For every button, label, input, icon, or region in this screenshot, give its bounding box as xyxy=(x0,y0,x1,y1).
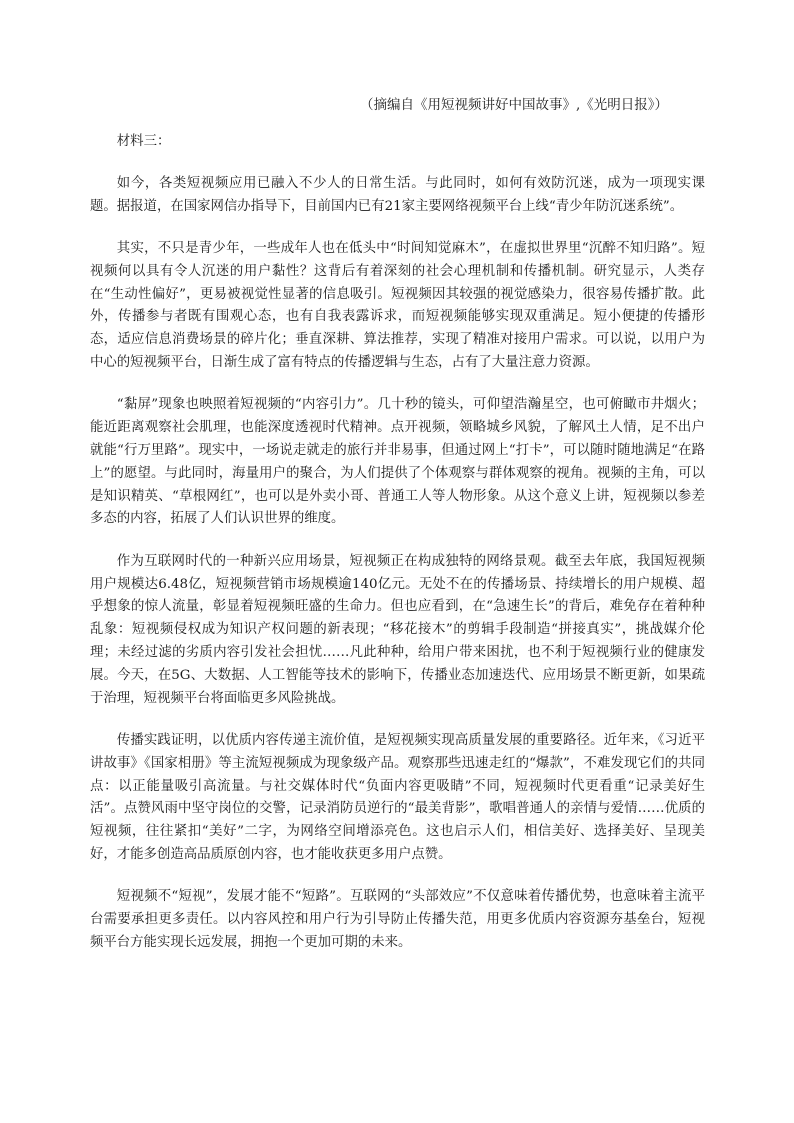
paragraph-1: 如今，各类短视频应用已融入不少人的日常生活。与此同时，如何有效防沉迷，成为一项现实课题。据报道，在国家网信办指导下，目前国内已有21家主要网络视频平台上线“青少年防沉迷系统”。 xyxy=(90,175,705,214)
article-body xyxy=(90,131,705,974)
paragraph-2: 其实，不只是青少年，一些成年人也在低头中“时间知觉麻木”，在虚拟世界里“沉醉不知归路”。短视频何以具有令人沉迷的用户黏性？这背后有着深刻的社会心理机制和传播机制。研究显示，人类存在“生动性偏好”，更易被视觉性显著的信息吸引。短视频因其较强的视觉感染力，很容易传播扩散。此外，传播参与者既有围观心态，也有自我表露诉求，而短视频能够实现双重满足。短小便捷的传播形态，适应信息消费场景的碎片化；垂直深耕、算法推荐，实现了精准对接用户需求。可以说，以用户为中心的短视频平台，日渐生成了富有特点的传播逻辑与生态，占有了大量注意力资源。 xyxy=(90,240,705,370)
paragraph-4: 作为互联网时代的一种新兴应用场景，短视频正在构成独特的网络景观。截至去年底，我国短视频用户规模达6.48亿，短视频营销市场规模逾140亿元。无处不在的传播场景、持续增长的用户规模、超乎想象的惊人流量，彰显着短视频旺盛的生命力。但也应看到，在“急速生长”的背后，难免存在着种种乱象：短视频侵权成为知识产权问题的新表现；“移花接木”的剪辑手段制造“拼接真实”，挑战媒介伦理；未经过滤的劣质内容引发社会担忧……凡此种种，给用户带来困扰，也不利于短视频行业的健康发展。今天，在5G、大数据、人工智能等技术的影响下，传播业态加速迭代、应用场景不断更新，如果疏于治理，短视频平台将面临更多风险挑战。 xyxy=(90,553,705,706)
section-heading: 材料三： xyxy=(116,134,171,149)
source-citation: （摘编自《用短视频讲好中国故事》,《光明日报》） xyxy=(359,97,668,113)
paragraph-3: “黏屏”现象也映照着短视频的“内容引力”。几十秒的镜头，可仰望浩瀚星空，也可俯瞰市井烟火；能近距离观察社会肌理，也能深度透视时代精神。点开视频，领略城乡风貌，了解风土人情，足不出户就能“行万里路”。现实中，一场说走就走的旅行并非易事，但通过网上“打卡”，可以随时随地满足“在路上”的愿望。与此同时，海量用户的聚合，为人们提供了个体观察与群体观察的视角。视频的主角，可以是知识精英、“草根网红”，也可以是外卖小哥、普通工人等人物形象。从这个意义上讲，短视频以参差多态的内容，拓展了人们认识世界的维度。 xyxy=(90,397,705,527)
paragraph-6: 短视频不“短视”，发展才能不“短路”。互联网的“头部效应”不仅意味着传播优势，也意味着主流平台需要承担更多责任。以内容风控和用户行为引导防止传播失范，用更多优质内容资源夯基垒台，短视频平台方能实现长远发展，拥抱一个更加可期的未来。 xyxy=(90,889,705,950)
paragraph-5: 传播实践证明，以优质内容传递主流价值，是短视频实现高质量发展的重要路径。近年来，《习近平讲故事》《国家相册》等主流短视频成为现象级产品。观察那些迅速走红的“爆款”，不难发现它们的共同点：以正能量吸引高流量。与社交媒体时代“负面内容更吸睛”不同，短视频时代更看重“记录美好生活”。点赞风雨中坚守岗位的交警，记录消防员逆行的“最美背影”，歌唱普通人的亲情与爱情……优质的短视频，往往紧扣“美好”二字，为网络空间增添亮色。这也启示人们，相信美好、选择美好、呈现美好，才能多创造高品质原创内容，也才能收获更多用户点赞。 xyxy=(90,732,705,862)
